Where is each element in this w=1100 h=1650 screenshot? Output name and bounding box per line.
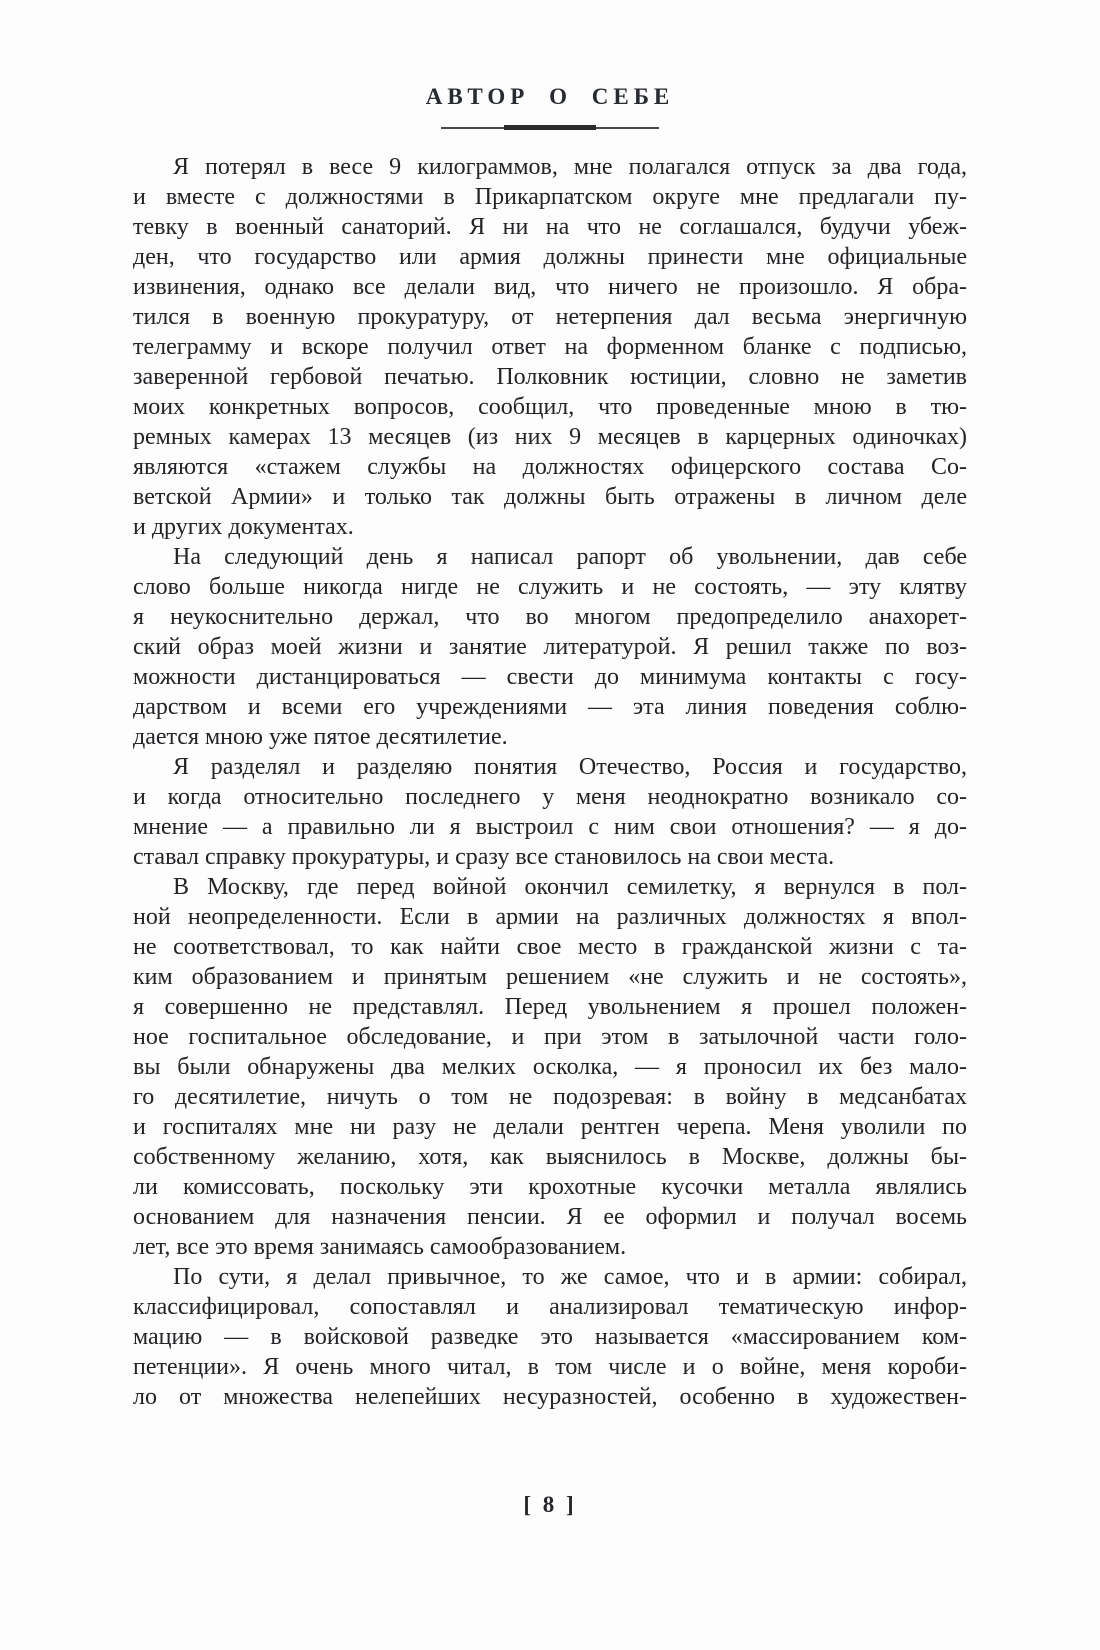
text-line: классифицировал, сопоставлял и анализировал тематическую инфор- [133,1294,967,1320]
title-divider-ornament [441,122,659,134]
text-line: По сути, я делал привычное, то же самое, что и в армии: собирал, [173,1264,967,1290]
text-line: и когда относительно последнего у меня неоднократно возникало со- [133,784,967,810]
page-title: АВТОР О СЕБЕ [425,84,675,109]
text-line: На следующий день я написал рапорт об увольнении, дав себе [173,544,967,570]
paragraph [133,1262,967,1412]
text-line: основанием для назначения пенсии. Я ее оформил и получал восемь [133,1204,967,1230]
body-text [133,152,967,1412]
text-line: мнение — а правильно ли я выстроил с ним свои отношения? — я до- [133,814,967,840]
paragraph [133,542,967,752]
text-line: можности дистанцироваться — свести до минимума контакты с госу- [133,664,967,690]
text-line: го десятилетие, ничуть о том не подозревая: в войну в медсанбатах [133,1084,967,1110]
paragraph [133,752,967,872]
text-line: ремных камерах 13 месяцев (из них 9 месяцев в карцерных одиночках) [133,424,967,450]
text-line: и госпиталях мне ни разу не делали рентген черепа. Меня уволили по [133,1114,967,1140]
text-line: заверенной гербовой печатью. Полковник юстиции, словно не заметив [133,364,967,390]
text-line: ное госпитальное обследование, и при этом в затылочной части голо- [133,1024,967,1050]
text-line: моих конкретных вопросов, сообщил, что проведенные мною в тю- [133,394,967,420]
text-line: тился в военную прокуратуру, от нетерпения дал весьма энергичную [133,304,967,330]
text-line: являются «стажем службы на должностях офицерского состава Со- [133,454,967,480]
text-line: я совершенно не представлял. Перед увольнением я прошел положен- [133,994,967,1020]
text-line: ветской Армии» и только так должны быть отражены в личном деле [133,484,967,510]
paragraph [133,152,967,542]
text-line: Я потерял в весе 9 килограммов, мне полагался отпуск за два года, [173,154,967,180]
text-line: дается мною уже пятое десятилетие. [133,724,508,750]
text-line: ло от множества нелепейших несуразностей, особенно в художествен- [133,1384,967,1410]
text-line: лет, все это время занимаясь самообразованием. [133,1234,627,1260]
paragraph [133,872,967,1262]
text-line: Я разделял и разделяю понятия Отечество, Россия и государство, [173,754,967,780]
text-line: ной неопределенности. Если в армии на различных должностях я впол- [133,904,967,930]
text-line: ставал справку прокуратуры, и сразу все становилось на свои места. [133,844,835,870]
text-line: слово больше никогда нигде не служить и не состоять, — эту клятву [133,574,967,600]
text-line: извинения, однако все делали вид, что ничего не произошло. Я обра- [133,274,967,300]
text-line: вы были обнаружены два мелких осколка, — я проносил их без мало- [133,1054,967,1080]
text-line: собственному желанию, хотя, как выяснилось в Москве, должны бы- [133,1144,967,1170]
text-line: дарством и всеми его учреждениями — эта линия поведения соблю- [133,694,967,720]
text-line: петенции». Я очень много читал, в том числе и о войне, меня короби- [133,1354,967,1380]
text-line: ли комиссовать, поскольку эти крохотные кусочки металла являлись [133,1174,967,1200]
text-line: мацию — в войсковой разведке это называется «массированием ком- [133,1324,967,1350]
text-line: и вместе с должностями в Прикарпатском округе мне предлагали пу- [133,184,967,210]
text-line: ский образ моей жизни и занятие литературой. Я решил также по воз- [133,634,967,660]
text-line: ден, что государство или армия должны принести мне официальные [133,244,967,270]
page-header [0,84,1100,134]
text-line: ким образованием и принятым решением «не служить и не состоять», [133,964,967,990]
text-line: не соответствовал, то как найти свое место в гражданской жизни с та- [133,934,967,960]
text-line: я неукоснительно держал, что во многом предопределило анахорет- [133,604,967,630]
text-line: телеграмму и вскоре получил ответ на форменном бланке с подписью, [133,334,967,360]
text-line: тевку в военный санаторий. Я ни на что не соглашался, будучи убеж- [133,214,967,240]
page-number: [ 8 ] [523,1492,577,1517]
text-line: В Москву, где перед войной окончил семилетку, я вернулся в пол- [173,874,967,900]
divider-thick-rule [504,125,596,130]
text-line: и других документах. [133,514,354,540]
